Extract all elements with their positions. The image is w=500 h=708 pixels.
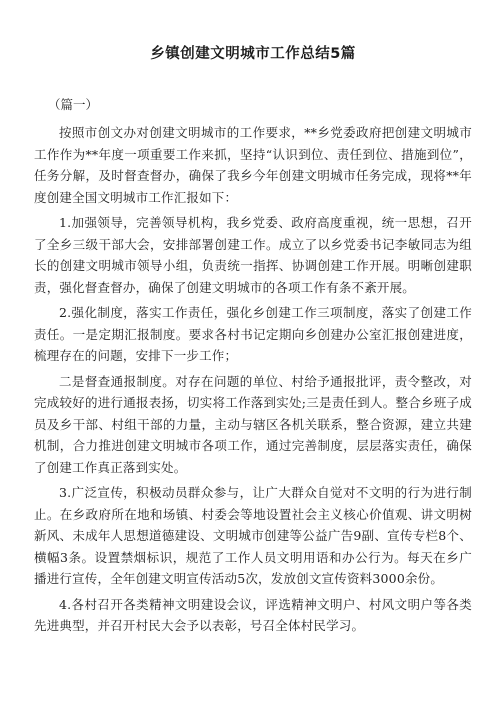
paragraph-system: 2.强化制度，落实工作责任，强化乡创建工作三项制度，落实了创建工作责任。一是定期汇报制度。要求各村书记定期向乡创建办公室汇报创建进度，梳理存在的问题，安排下一步工作； xyxy=(34,305,472,363)
section-label: （篇一） xyxy=(48,97,99,112)
paragraph-villages: 4.各村召开各类精神文明建设会议，评选精神文明户、村风文明户等各类先进典型，并召开村民大会予以表彰，号召全体村民学习。 xyxy=(34,596,472,633)
paragraph-intro: 按照市创文办对创建文明城市的工作要求，**乡党委政府把创建文明城市工作作为**年度一项重要工作来抓，坚持“认识到位、责任到位、措施到位”，任务分解，及时督查督办，确保了我乡今年创建文明城市任务完成，现将**年度创建全国文明城市工作汇报如下： xyxy=(34,125,472,205)
document-title: 乡镇创建文明城市工作总结5篇 xyxy=(150,46,356,62)
paragraph-publicity: 3.广泛宣传，积极动员群众参与，让广大群众自觉对不文明的行为进行制止。在乡政府所在地和场镇、村委会等地设置社会主义核心价值观、讲文明树新风、未成年人思想道德建设、文明城市创建等公益广告9副、宣传专栏8个、横幅3条。设置禁烟标识，规范了工作人员文明用语和办公行为。每天在乡广播进行宣传，全年创建文明宣传活动5次，发放创文宣传资料3000余份。 xyxy=(34,485,472,586)
paragraph-leadership: 1.加强领导，完善领导机构，我乡党委、政府高度重视，统一思想，召开了全乡三级干部大会，安排部署创建工作。成立了以乡党委书记李敏同志为组长的创建文明城市领导小组，负责统一指挥、协调创建工作开展。明晰创建职责，强化督查督办，确保了创建文明城市的各项工作有条不紊开展。 xyxy=(34,215,472,295)
paragraph-supervision: 二是督查通报制度。对存在问题的单位、村给予通报批评，责令整改，对完成较好的进行通报表扬，切实将工作落到实处;三是责任到人。整合乡班子成员及乡干部、村组干部的力量，主动与辖区各机关联系，整合资源，建立共建机制，合力推进创建文明城市各项工作，通过完善制度，层层落实责任，确保了创建工作真正落到实处。 xyxy=(34,373,472,475)
